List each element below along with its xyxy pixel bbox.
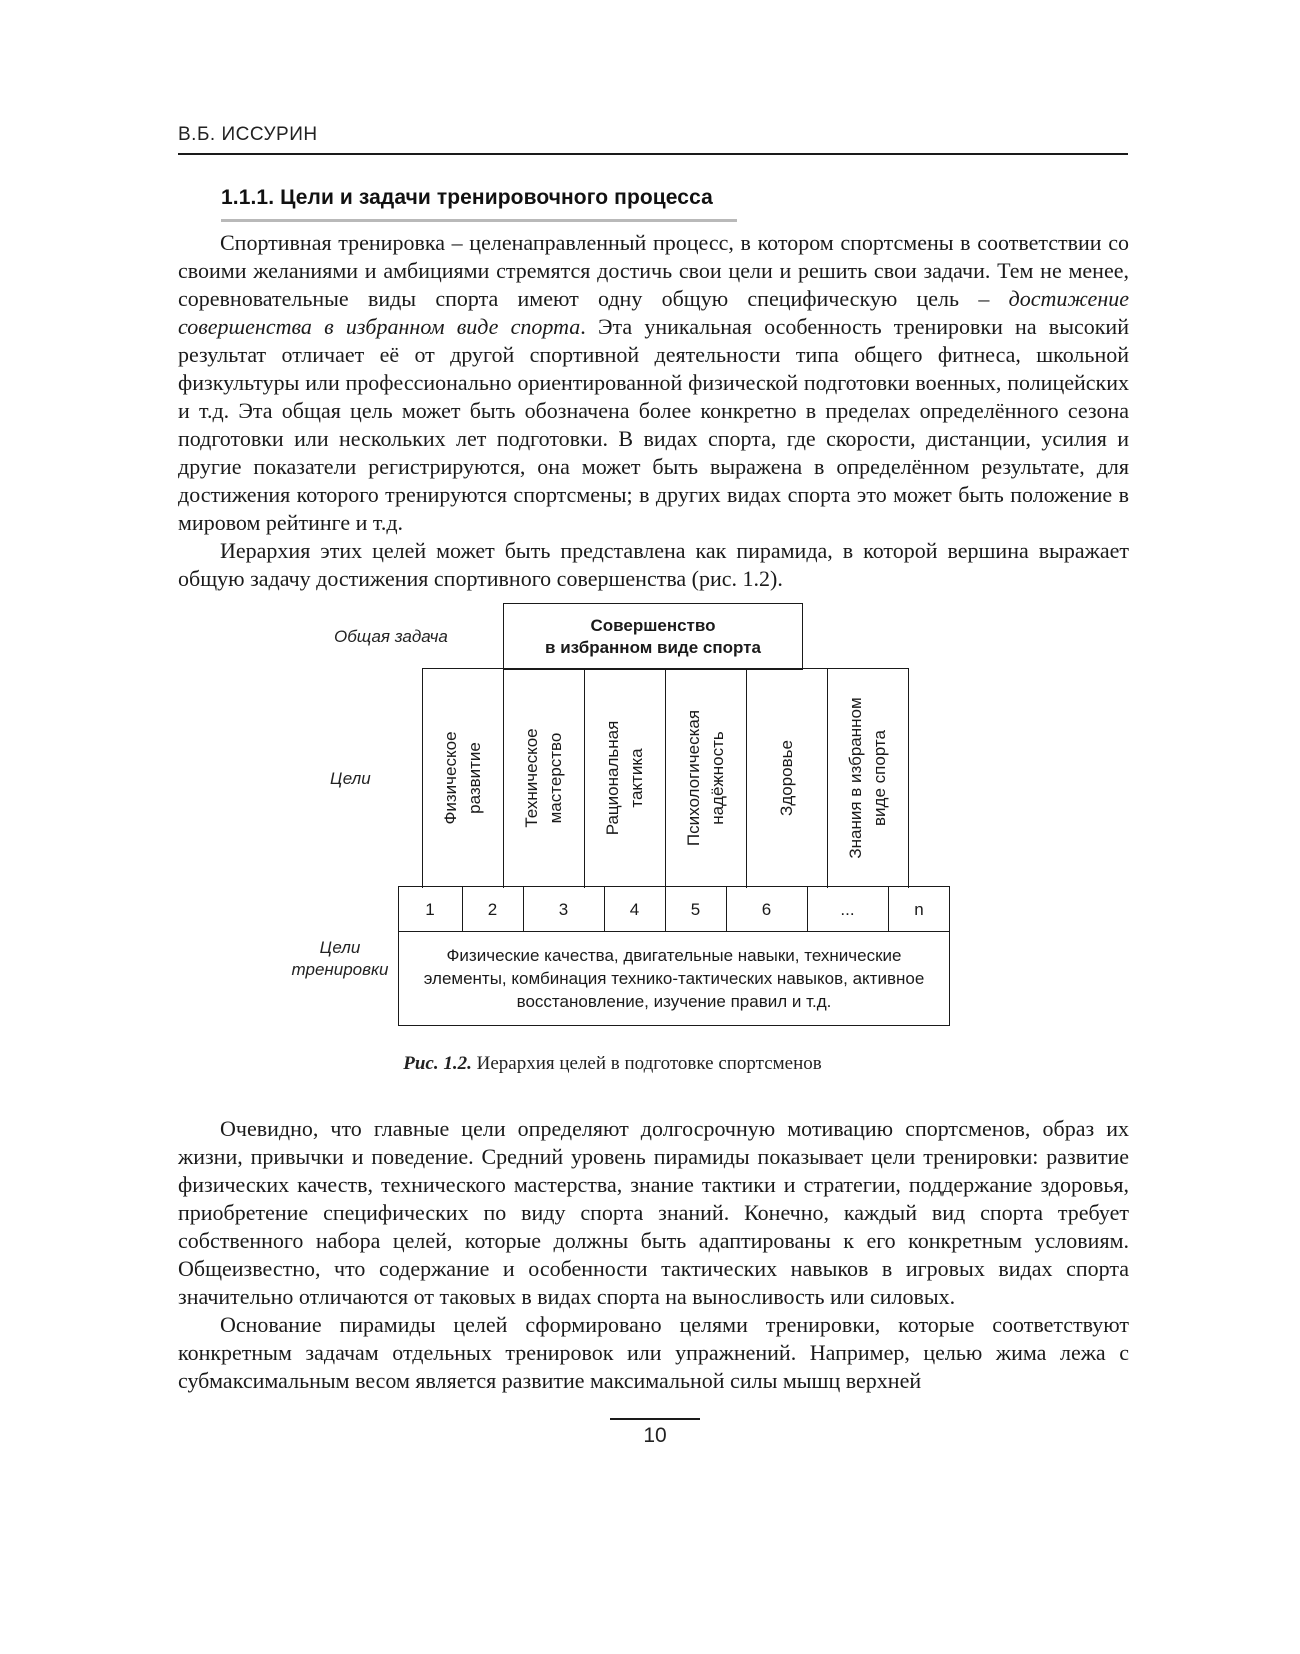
- paragraph-2: Иерархия этих целей может быть представлена как пирамида, в которой вершина выражает общую задачу достижения спортивного совершенства (рис. 1.2).: [178, 538, 1129, 591]
- emphasis-text: достижение совершенства в избранном виде спорта: [178, 286, 1129, 339]
- number-cell: ...: [840, 899, 855, 919]
- number-cell: 5: [690, 899, 701, 919]
- number-cell: n: [914, 899, 924, 919]
- paragraph-1: Спортивная тренировка – целенаправленный процесс, в котором спортсмены в соответствии со своими желаниями и амбициями стремятся достичь свои цели и решить свои задачи. Тем не менее, соревновательные виды спорта имеют одну общую специфическую цель – достижение совершенства в избранном виде спорта. Эта уникальная особенность тренировки на высокий результат отличает её от другой спортивной деятельности типа общего фитнеса, школьной физкультуры или профессионально ориентированной физической подготовки военных, полицейских и т.д. Эта общая цель может быть обозначена более конкретно в пределах определённого сезона подготовки или нескольких лет подготовки. В видах спорта, где скорости, дистанции, усилия и другие показатели регистрируются, она может быть выражена в определённом результате, для достижения которого тренируются спортсмены; в других видах спорта это может быть положение в мировом рейтинге и т.д.: [178, 230, 1129, 535]
- paragraph-4: Основание пирамиды целей сформировано целями тренировки, которые соответствуют конкретным задачам отдельных тренировок или упражнений. Например, целью жима лежа с субмаксимальным весом является развитие максимальной силы мышц верхней: [178, 1312, 1129, 1393]
- number-cell: 6: [761, 899, 772, 919]
- training-goals-box: Физические качества, двигательные навыки, технические элементы, комбинация технико-тактических навыков, активное восстановление, изучение правил и т.д.: [398, 931, 950, 1026]
- goal-column: Здоровье: [746, 668, 828, 888]
- label-training-goals: Цели тренировки: [291, 938, 389, 979]
- goal-column: Техническое мастерство: [503, 668, 585, 888]
- section-title: 1.1.1. Цели и задачи тренировочного процесса: [221, 186, 713, 209]
- paragraph-3: Очевидно, что главные цели определяют долгосрочную мотивацию спортсменов, образ их жизни, привычки и поведение. Средний уровень пирамиды показывает цели тренировки: развитие физических качеств, технического мастерства, знание тактики и стратегии, поддержание здоровья, приобретение специфических по виду спорта знаний. Конечно, каждый вид спорта требует собственного набора целей, которые должны быть адаптированы к его конкретным условиям. Общеизвестно, что содержание и особенности тактических навыков в игровых видах спорта значительно отличаются от таковых в видах спорта на выносливость или силовых.: [178, 1116, 1129, 1309]
- goal-column: Рациональная тактика: [584, 668, 666, 888]
- top-goal-box: Совершенство в избранном виде спорта: [503, 603, 803, 670]
- number-cell: 4: [629, 899, 640, 919]
- label-goals: Цели: [330, 769, 371, 788]
- number-cell: 3: [558, 899, 569, 919]
- goals-top-rule: [422, 668, 909, 669]
- goal-column: Знания в избранном виде спорта: [827, 668, 909, 888]
- number-cell: 2: [487, 899, 498, 919]
- text-block-bottom: [178, 1115, 1129, 1395]
- page-number-rule: [610, 1418, 700, 1420]
- running-header: В.Б. ИССУРИН: [178, 124, 318, 145]
- number-cell: 1: [425, 899, 435, 919]
- figure-caption: Рис. 1.2. Иерархия целей в подготовке спортсменов: [403, 1053, 822, 1074]
- page-number: 10: [643, 1424, 667, 1447]
- label-general-task: Общая задача: [334, 627, 448, 646]
- goal-column: Психологическая надёжность: [665, 668, 747, 888]
- goal-column: Физическое развитие: [422, 668, 504, 888]
